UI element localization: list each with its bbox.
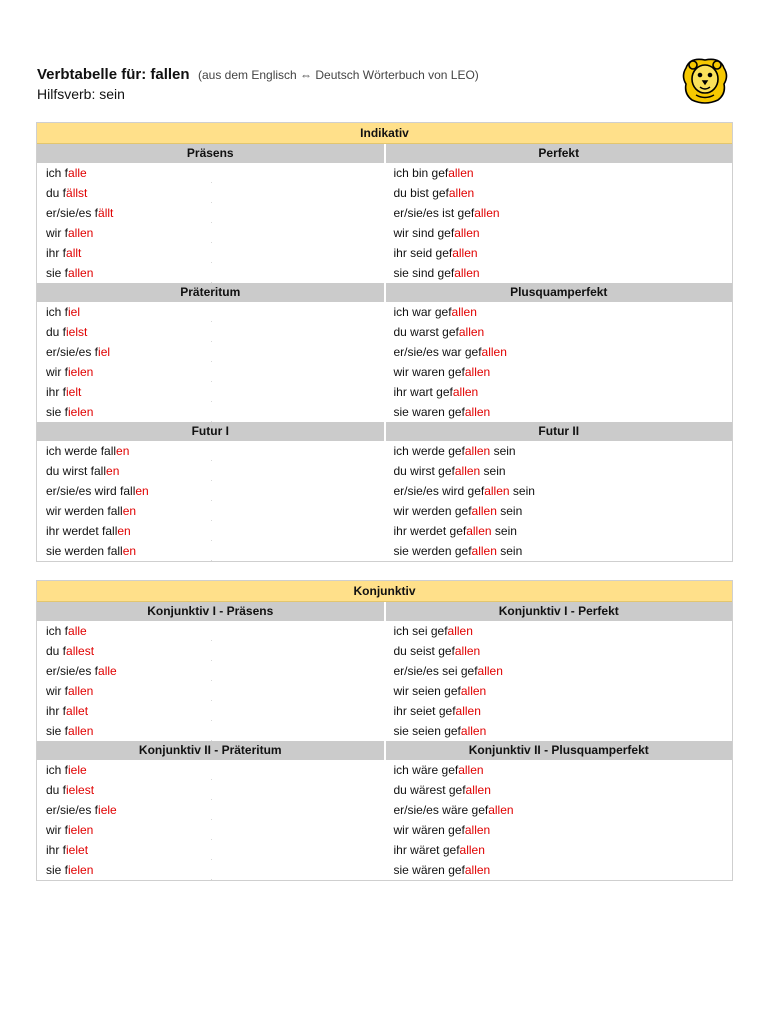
conjugation-row: [37, 760, 385, 780]
verb-ending: allen: [459, 843, 485, 857]
verb-stem: sie f: [46, 863, 69, 877]
conjugation-row: [37, 701, 385, 721]
conjugation-row: [37, 501, 385, 521]
panel-body: [37, 602, 732, 880]
conjugation-row: [385, 342, 733, 362]
verb-stem: sie wären gef: [393, 863, 465, 877]
verb-stem: ich bin gef: [393, 166, 449, 180]
verb-stem: ihr f: [46, 704, 67, 718]
verb-ending: allen: [454, 226, 480, 240]
verb-ending: allt: [66, 246, 82, 260]
verb-stem: ihr seiet gef: [393, 704, 456, 718]
tense-header-row: [37, 422, 732, 441]
conjugation-row: [385, 322, 733, 342]
conjugation-row: [37, 840, 385, 860]
verb-ending: allen: [68, 226, 94, 240]
verb-ending: alle: [68, 624, 87, 638]
conjugation-row: [37, 362, 385, 382]
verb-stem: du bist gef: [393, 186, 449, 200]
verb-suffix: sein: [490, 444, 516, 458]
title-line: [37, 66, 479, 84]
tense-title: Futur I: [37, 422, 386, 441]
verb-ending: allen: [471, 544, 497, 558]
conjugation-row: [385, 521, 733, 541]
tense-title: Perfekt: [538, 146, 580, 160]
conjugation-row: [37, 382, 385, 402]
verb-stem: ihr wart gef: [393, 385, 453, 399]
conjugation-row: [385, 780, 733, 800]
left-column: [37, 760, 385, 880]
tense-title: Präteritum: [37, 283, 386, 302]
verb-stem: du f: [46, 325, 67, 339]
verb-ending: allen: [464, 405, 491, 419]
verb-stem: du wirst fall: [46, 464, 107, 478]
conjugation-row: [37, 661, 385, 681]
verb-ending: iele: [68, 763, 87, 777]
left-column: [37, 621, 385, 741]
conjugation-row: [385, 800, 733, 820]
verb-ending: allen: [448, 186, 475, 200]
verb-ending: allen: [454, 644, 481, 658]
page-header: [37, 66, 479, 102]
verb-ending: ielen: [68, 823, 94, 837]
verb-stem: er/sie/es wird gef: [393, 484, 485, 498]
panel-title: Indikativ: [37, 123, 732, 144]
verb-ending: ielt: [66, 385, 82, 399]
conjugation-row: [37, 860, 385, 880]
conjugation-row: [385, 362, 733, 382]
conjugation-row: [385, 302, 733, 322]
verb-stem: ihr f: [46, 246, 67, 260]
verb-ending: alle: [98, 664, 117, 678]
verb-ending: ielet: [66, 843, 89, 857]
verb-stem: wir seien gef: [393, 684, 461, 698]
tense-title: Konjunktiv II - Plusquamperfekt: [468, 743, 649, 757]
verb-ending: en: [122, 544, 137, 558]
verb-stem: du f: [46, 186, 67, 200]
verb-ending: en: [135, 484, 149, 498]
verb-stem: wir sind gef: [393, 226, 455, 240]
conjugation-row: [37, 820, 385, 840]
conjugation-row: [385, 243, 733, 263]
conjugation-row: [385, 681, 733, 701]
verb-stem: sie werden fall: [46, 544, 123, 558]
verb-stem: ich sei gef: [393, 624, 448, 638]
verb-stem: du f: [46, 783, 67, 797]
verb-stem: du seist gef: [393, 644, 455, 658]
conjugation-row: [37, 721, 385, 741]
verb-ending: allen: [488, 803, 514, 817]
verb-stem: du f: [46, 644, 67, 658]
conjugation-row: [37, 461, 385, 481]
verb-ending: allen: [460, 724, 487, 738]
verb-stem: ich f: [46, 763, 69, 777]
right-column: [385, 163, 733, 283]
tense-header-row: [37, 602, 732, 621]
conjugation-row: [37, 322, 385, 342]
verb-stem: wir f: [46, 365, 68, 379]
verb-ending: en: [116, 444, 130, 458]
page-subtitle: (aus dem Englisch ⇔ Deutsch Wörterbuch von LEO): [198, 68, 479, 82]
verb-stem: ich f: [46, 305, 69, 319]
conjugation-row: [37, 641, 385, 661]
verb-ending: allen: [466, 524, 492, 538]
verb-ending: allen: [68, 684, 94, 698]
conjugation-row: [37, 681, 385, 701]
right-column: [385, 441, 733, 561]
verb-ending: allen: [481, 345, 507, 359]
verb-stem: ich war gef: [393, 305, 452, 319]
verb-ending: allen: [448, 166, 474, 180]
verb-ending: allen: [447, 624, 473, 638]
conjugation-row: [37, 800, 385, 820]
conjugation-row: [385, 402, 733, 422]
conjugation-rows: [37, 760, 732, 880]
conjugation-rows: [37, 163, 732, 283]
conjugation-row: [385, 541, 733, 561]
verb-stem: du warst gef: [393, 325, 459, 339]
page-title: Verbtabelle für: fallen: [37, 66, 190, 83]
verb-ending: allen: [460, 684, 487, 698]
conjugation-rows: [37, 621, 732, 741]
tense-header-row: [37, 144, 732, 163]
right-column: [385, 621, 733, 741]
verb-suffix: sein: [496, 504, 523, 518]
verb-stem: du wärest gef: [393, 783, 466, 797]
conjugation-row: [385, 223, 733, 243]
verb-ending: allen: [464, 365, 491, 379]
verb-ending: en: [117, 524, 131, 538]
verb-stem: er/sie/es f: [46, 664, 99, 678]
conjugation-row: [37, 342, 385, 362]
verb-ending: ielest: [66, 783, 95, 797]
conjugation-row: [37, 521, 385, 541]
verb-ending: ielen: [68, 405, 94, 419]
verb-stem: ich f: [46, 624, 69, 638]
panel-indikativ: [36, 122, 733, 562]
right-column: [385, 302, 733, 422]
verb-stem: sie sind gef: [393, 266, 455, 280]
conjugation-row: [385, 183, 733, 203]
conjugation-row: [37, 780, 385, 800]
verb-stem: ihr seid gef: [393, 246, 453, 260]
verb-stem: wir werden gef: [393, 504, 472, 518]
conjugation-row: [385, 263, 733, 283]
verb-ending: allen: [465, 783, 491, 797]
conjugation-row: [37, 302, 385, 322]
verb-stem: wir f: [46, 226, 68, 240]
verb-stem: sie waren gef: [393, 405, 465, 419]
conjugation-row: [37, 243, 385, 263]
verb-stem: er/sie/es wird fall: [46, 484, 136, 498]
conjugation-rows: [37, 441, 732, 561]
verb-suffix: sein: [496, 544, 523, 558]
verb-stem: er/sie/es sei gef: [393, 664, 478, 678]
verb-ending: ielen: [68, 863, 94, 877]
conjugation-row: [385, 461, 733, 481]
conjugation-row: [385, 621, 733, 641]
tense-title: Plusquamperfekt: [510, 285, 608, 299]
verb-stem: wir wären gef: [393, 823, 465, 837]
verb-ending: ielen: [68, 365, 94, 379]
verb-stem: er/sie/es f: [46, 345, 99, 359]
conjugation-row: [385, 760, 733, 780]
left-column: [37, 441, 385, 561]
verb-stem: sie f: [46, 266, 69, 280]
conjugation-row: [37, 402, 385, 422]
verb-ending: iel: [98, 345, 111, 359]
verb-stem: wir werden fall: [46, 504, 123, 518]
conjugation-row: [385, 481, 733, 501]
verb-stem: du wirst gef: [393, 464, 455, 478]
verb-stem: ich wäre gef: [393, 763, 459, 777]
verb-ending: allen: [452, 246, 478, 260]
verb-stem: er/sie/es f: [46, 206, 99, 220]
conjugation-row: [385, 661, 733, 681]
conjugation-row: [385, 441, 733, 461]
conjugation-row: [385, 163, 733, 183]
panel-title: Konjunktiv: [37, 581, 732, 602]
verb-ending: en: [122, 504, 137, 518]
panel-konjunktiv: [36, 580, 733, 881]
tense-title: Futur II: [538, 424, 580, 438]
verb-ending: allen: [484, 484, 510, 498]
verb-stem: ihr f: [46, 385, 67, 399]
verb-ending: allen: [464, 444, 491, 458]
verb-ending: allen: [454, 464, 481, 478]
verb-ending: allen: [455, 704, 481, 718]
conjugation-row: [37, 621, 385, 641]
conjugation-row: [385, 820, 733, 840]
verb-ending: ällt: [98, 206, 114, 220]
verb-ending: allen: [474, 206, 500, 220]
verb-ending: allen: [68, 266, 94, 280]
conjugation-row: [37, 481, 385, 501]
verb-suffix: sein: [509, 484, 535, 498]
leo-lion-logo: [680, 54, 730, 106]
verb-stem: wir f: [46, 684, 68, 698]
verb-ending: allen: [452, 385, 479, 399]
tense-title: Konjunktiv II - Präteritum: [37, 741, 386, 760]
verb-ending: iel: [68, 305, 81, 319]
verb-stem: ihr f: [46, 843, 67, 857]
conjugation-row: [385, 382, 733, 402]
tense-header-row: [37, 741, 732, 760]
conjugation-row: [37, 183, 385, 203]
verb-ending: ällst: [66, 186, 88, 200]
verb-ending: allen: [458, 763, 484, 777]
conjugation-row: [37, 163, 385, 183]
verb-ending: allen: [464, 823, 491, 837]
conjugation-row: [385, 701, 733, 721]
verb-stem: er/sie/es wäre gef: [393, 803, 489, 817]
verb-stem: er/sie/es f: [46, 803, 99, 817]
verb-ending: ielst: [66, 325, 88, 339]
verb-stem: wir f: [46, 823, 68, 837]
verb-stem: ihr werdet fall: [46, 524, 118, 538]
verb-stem: ihr wäret gef: [393, 843, 460, 857]
conjugation-row: [37, 263, 385, 283]
verb-ending: alle: [68, 166, 87, 180]
conjugation-row: [37, 203, 385, 223]
conjugation-row: [385, 840, 733, 860]
tense-title: Konjunktiv I - Präsens: [37, 602, 386, 621]
conjugation-row: [385, 860, 733, 880]
verb-ending: allen: [454, 266, 480, 280]
conjugation-row: [385, 203, 733, 223]
auxiliary-verb: Hilfsverb: sein: [37, 86, 125, 102]
left-column: [37, 163, 385, 283]
verb-ending: allen: [477, 664, 503, 678]
verb-stem: er/sie/es war gef: [393, 345, 482, 359]
verb-ending: allen: [471, 504, 497, 518]
conjugation-row: [37, 223, 385, 243]
verb-ending: allen: [458, 325, 485, 339]
tense-header-row: [37, 283, 732, 302]
verb-suffix: sein: [480, 464, 506, 478]
verb-stem: sie werden gef: [393, 544, 472, 558]
conjugation-row: [385, 501, 733, 521]
conjugation-row: [37, 441, 385, 461]
panel-body: [37, 144, 732, 561]
verb-stem: sie seien gef: [393, 724, 461, 738]
verb-stem: sie f: [46, 405, 69, 419]
verb-stem: ich werde gef: [393, 444, 465, 458]
verb-suffix: sein: [491, 524, 517, 538]
verb-ending: allen: [451, 305, 477, 319]
conjugation-row: [37, 541, 385, 561]
verb-stem: ich werde fall: [46, 444, 117, 458]
verb-stem: sie f: [46, 724, 69, 738]
conjugation-row: [385, 641, 733, 661]
left-column: [37, 302, 385, 422]
verb-ending: en: [106, 464, 120, 478]
conjugation-rows: [37, 302, 732, 422]
verb-ending: allest: [66, 644, 95, 658]
verb-ending: allen: [464, 863, 491, 877]
tense-title: Präsens: [37, 144, 386, 163]
verb-stem: wir waren gef: [393, 365, 465, 379]
verb-ending: allet: [66, 704, 89, 718]
right-column: [385, 760, 733, 880]
verb-stem: er/sie/es ist gef: [393, 206, 475, 220]
verb-ending: iele: [98, 803, 117, 817]
verb-stem: ihr werdet gef: [393, 524, 467, 538]
verb-stem: ich f: [46, 166, 69, 180]
tense-title: Konjunktiv I - Perfekt: [498, 604, 619, 618]
conjugation-row: [385, 721, 733, 741]
verb-ending: allen: [68, 724, 94, 738]
